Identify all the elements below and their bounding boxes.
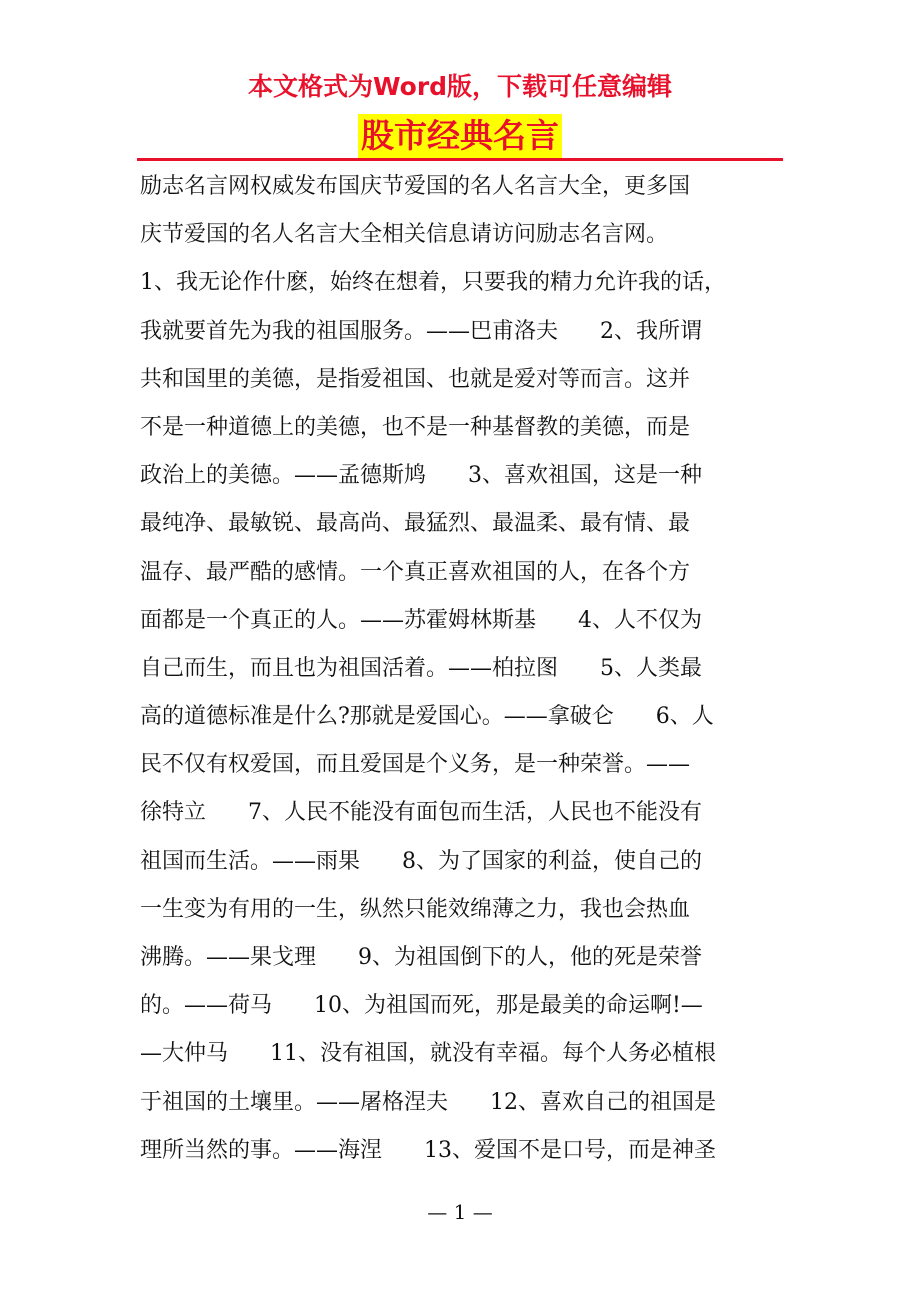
body-line: 自己而生，而且也为祖国活着。——柏拉图 5、人类最 [140, 655, 702, 681]
body-line: 温存、最严酷的感情。一个真正喜欢祖国的人，在各个方 [140, 559, 691, 585]
body-line: —大仲马 11、没有祖国，就没有幸福。每个人务必植根 [140, 1041, 716, 1067]
body-line: 最纯净、最敏锐、最高尚、最猛烈、最温柔、最有情、最 [140, 511, 691, 537]
body-line: 高的道德标准是什么?那就是爱国心。——拿破仑 6、人 [140, 704, 714, 730]
body-line: 一生变为有用的一生，纵然只能效绵薄之力，我也会热血 [140, 896, 691, 922]
body-line: 共和国里的美德，是指爱祖国、也就是爱对等而言。这并 [140, 366, 691, 392]
body-line: 于祖国的土壤里。——屠格涅夫 12、喜欢自己的祖国是 [140, 1089, 716, 1115]
body-line: 民不仅有权爱国，而且爱国是个义务，是一种荣誉。—— [140, 752, 691, 778]
document-body [140, 168, 785, 1180]
title-container [0, 114, 920, 158]
body-line: 庆节爱国的名人名言大全相关信息请访问励志名言网。 [140, 222, 669, 248]
body-line: 沸腾。——果戈理 9、为祖国倒下的人，他的死是荣誉 [140, 945, 702, 970]
title-divider [137, 158, 783, 161]
body-line: 徐特立 7、人民不能没有面包而生活，人民也不能没有 [140, 800, 702, 826]
page-number: — 1 — [427, 1200, 493, 1224]
body-line: 理所当然的事。——海涅 13、爱国不是口号，而是神圣 [140, 1137, 716, 1163]
body-line: 我就要首先为我的祖国服务。——巴甫洛夫 2、我所谓 [140, 318, 702, 344]
body-line: 不是一种道德上的美德，也不是一种基督教的美德，而是 [140, 414, 691, 440]
body-line: 政治上的美德。——孟德斯鸠 3、喜欢祖国，这是一种 [140, 463, 702, 489]
body-line: 1、我无论作什麽，始终在想着，只要我的精力允许我的话， [140, 270, 726, 296]
document-title: 股市经典名言 [358, 114, 562, 158]
body-line: 祖国而生活。——雨果 8、为了国家的利益，使自己的 [140, 848, 702, 874]
body-line: 面都是一个真正的人。——苏霍姆林斯基 4、人不仅为 [140, 607, 702, 633]
format-notice-banner: 本文格式为Word版，下载可任意编辑 [247, 72, 673, 101]
body-line: 励志名言网权威发布国庆节爱国的名人名言大全，更多国 [140, 174, 691, 199]
body-line: 的。——荷马 10、为祖国而死，那是最美的命运啊!— [140, 993, 703, 1019]
